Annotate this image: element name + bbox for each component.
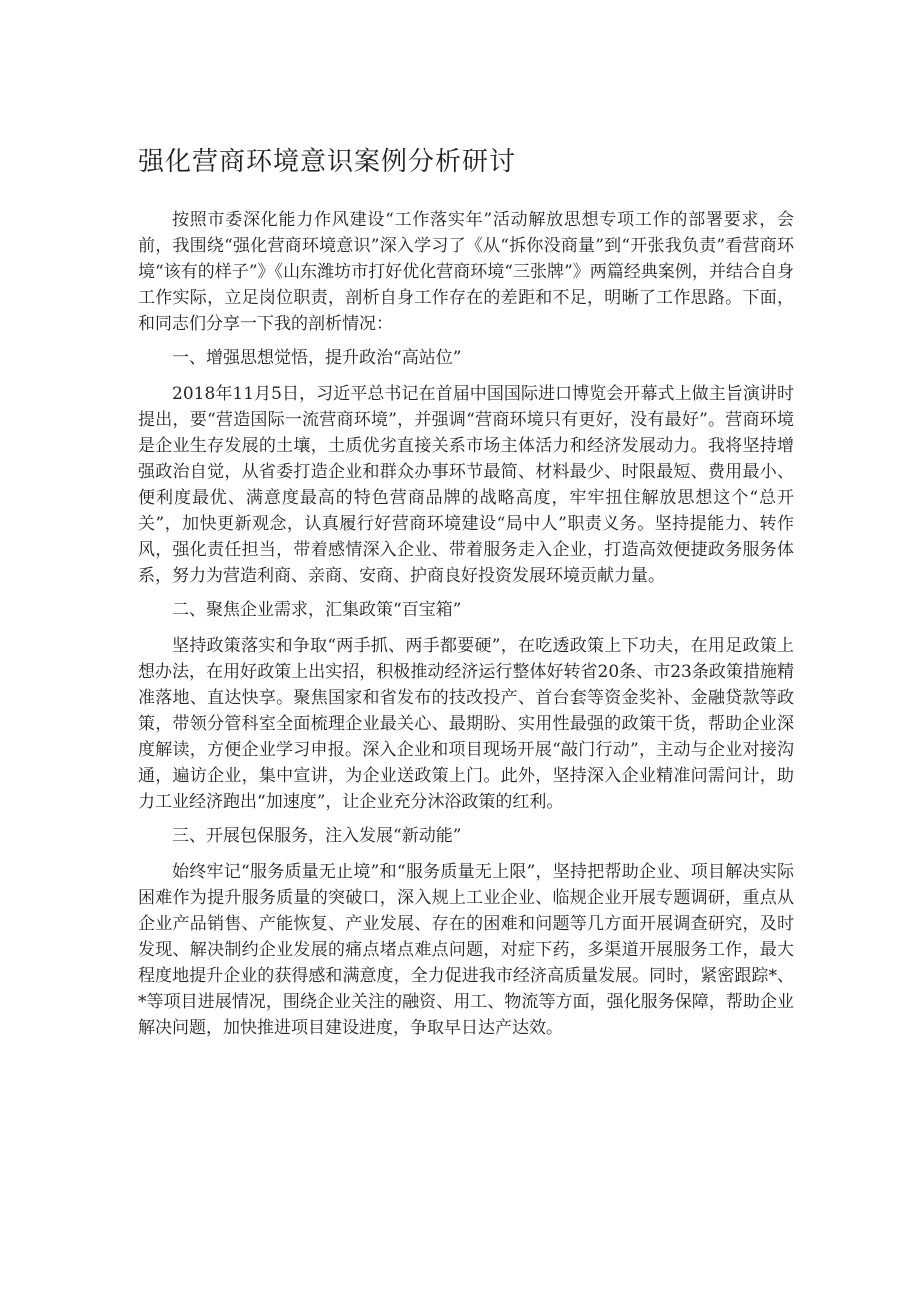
section-3-paragraph: 始终牢记“服务质量无止境”和“服务质量无上限”，坚持把帮助企业、项目解决实际困难作为提升服务质量的突破口，深入规上工业企业、临规企业开展专题调研，重点从企业产品销售、产能恢复、产业发展、存在的困难和问题等几方面开展调查研究，及时发现、解决制约企业发展的痛点堵点难点问题，对症下药，多渠道开展服务工作，最大程度地提升企业的获得感和满意度，全力促进我市经济高质量发展。同时，紧密跟踪*、*等项目进展情况，围绕企业关注的融资、用工、物流等方面，强化服务保障，帮助企业解决问题，加快推进项目建设进度，争取早日达产达效。 [138,862,794,1038]
section-1-heading: 一、增强思想觉悟，提升政治“高站位” [172,348,462,368]
document-body [138,143,794,1041]
section-2-paragraph: 坚持政策落实和争取“两手抓、两手都要硬”，在吃透政策上下功夫，在用足政策上想办法，在用好政策上出实招，积极推动经济运行整体好转省20条、市23条政策措施精准落地、直达快享。聚焦国家和省发布的技改投产、首台套等资金奖补、金融贷款等政策，带领分管科室全面梳理企业最关心、最期盼、实用性最强的政策干货，帮助企业深度解读，方便企业学习申报。深入企业和项目现场开展“敲门行动”，主动与企业对接沟通，遍访企业，集中宣讲，为企业送政策上门。此外，坚持深入企业精准问需问计，助力工业经济跑出“加速度”，让企业充分沐浴政策的红利。 [138,636,794,812]
document-title: 强化营商环境意识案例分析研讨 [138,147,517,177]
section-2-heading: 二、聚焦企业需求，汇集政策“百宝箱” [172,600,462,620]
section-1-paragraph: 2018年11月5日，习近平总书记在首届中国国际进口博览会开幕式上做主旨演讲时提出，要“营造国际一流营商环境”，并强调“营商环境只有更好，没有最好”。营商环境是企业生存发展的土壤，土质优劣直接关系市场主体活力和经济发展动力。我将坚持增强政治自觉，从省委打造企业和群众办事环节最简、材料最少、时限最短、费用最小、便利度最优、满意度最高的特色营商品牌的战略高度，牢牢扭住解放思想这个“总开关”，加快更新观念，认真履行好营商环境建设“局中人”职责义务。坚持提能力、转作风，强化责任担当，带着感情深入企业、带着服务走入企业，打造高效便捷政务服务体系，努力为营造利商、亲商、安商、护商良好投资发展环境贡献力量。 [138,384,794,586]
intro-paragraph: 按照市委深化能力作风建设“工作落实年”活动解放思想专项工作的部署要求，会前，我围绕“强化营商环境意识”深入学习了《从“拆你没商量”到“开张我负责”看营商环境“该有的样子”》《山东潍坊市打好优化营商环境“三张牌”》两篇经典案例，并结合自身工作实际，立足岗位职责，剖析自身工作存在的差距和不足，明晰了工作思路。下面，和同志们分享一下我的剖析情况： [138,210,794,334]
section-3-heading: 三、开展包保服务，注入发展“新动能” [172,826,462,846]
